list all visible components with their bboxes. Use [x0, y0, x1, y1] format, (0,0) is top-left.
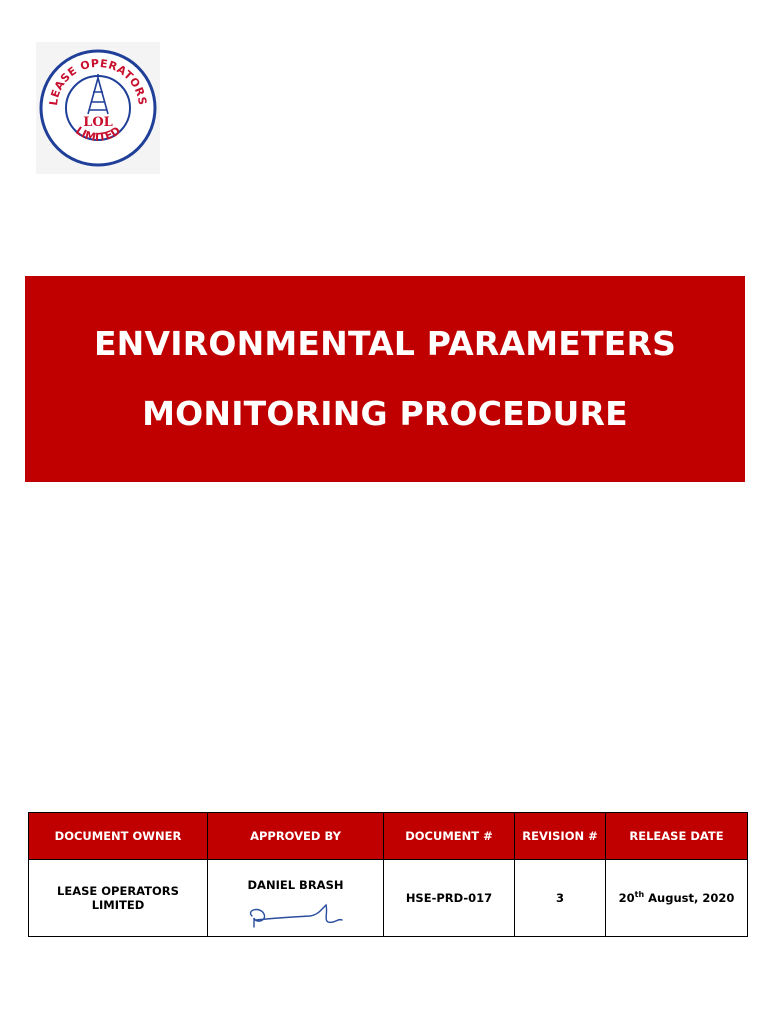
signature-image [234, 896, 358, 936]
release-day: 20 [618, 891, 635, 905]
revision-cell: 3 [515, 860, 606, 937]
logo-text-bottom: LIMITED [73, 124, 123, 145]
lease-operators-logo-icon [36, 42, 160, 174]
document-number-cell: HSE-PRD-017 [384, 860, 515, 937]
header-approved-by: APPROVED BY [208, 813, 384, 860]
title-line-1: ENVIRONMENTAL PARAMETERS [93, 324, 677, 363]
header-document-number: DOCUMENT # [384, 813, 515, 860]
approved-by-cell [208, 860, 384, 937]
header-release-date: RELEASE DATE [606, 813, 748, 860]
release-date-cell [606, 860, 748, 937]
company-logo [36, 42, 160, 174]
release-day-suffix: th [634, 890, 645, 900]
release-month-year: August, 2020 [644, 891, 735, 905]
logo-text-top: LEASE OPERATORS [46, 56, 150, 107]
approver-name: DANIEL BRASH [247, 878, 344, 892]
table-header-row [29, 813, 748, 860]
title-banner [25, 276, 745, 482]
logo-monogram: LOL [83, 115, 113, 130]
header-document-owner: DOCUMENT OWNER [29, 813, 208, 860]
document-info-table [28, 812, 748, 937]
signature-icon [234, 896, 358, 936]
title-line-2: MONITORING PROCEDURE [142, 394, 628, 433]
header-revision: REVISION # [515, 813, 606, 860]
document-owner-cell: LEASE OPERATORS LIMITED [29, 860, 208, 937]
table-row [29, 860, 748, 937]
